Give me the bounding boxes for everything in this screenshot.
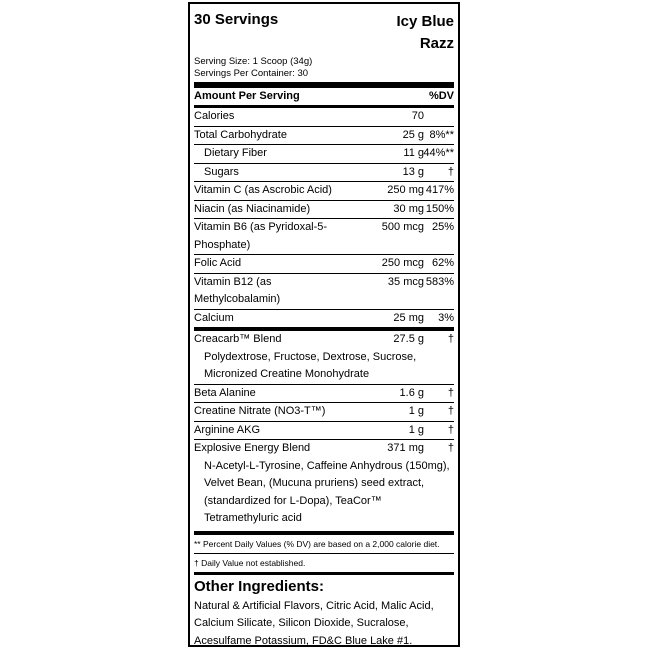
nutrient-name: Calories: [194, 110, 235, 122]
blend-item-row: [194, 403, 454, 422]
nutrient-name: Dietary Fiber: [204, 147, 267, 159]
panel-content: [194, 8, 454, 647]
nutrient-amount: 35 mcg: [387, 275, 424, 288]
nutrient-name: Total Carbohydrate: [194, 128, 287, 141]
nutrient-amount: 250 mg: [387, 184, 424, 196]
nutrient-dv: 417%: [425, 184, 454, 196]
blend-item-amount: 1 g: [408, 405, 424, 417]
nutrient-row: [194, 310, 454, 328]
nutrient-name: Sugars: [204, 165, 239, 178]
footnote-percent-dv: ** Percent Daily Values (% DV) are based on a 2,000 calorie diet.: [194, 535, 454, 554]
blend-name: Explosive Energy Blend: [194, 442, 311, 454]
nutrient-name: Calcium: [194, 311, 234, 324]
blend-amount: 371 mg: [387, 442, 424, 454]
nutrient-amount: 30 mg: [393, 202, 424, 215]
blend-amount: 27.5 g: [393, 333, 424, 345]
nutrient-row: [194, 274, 454, 310]
nutrient-amount: 11 g: [403, 147, 424, 159]
nutrient-row: [194, 127, 454, 146]
blend-item-name: Arginine AKG: [194, 423, 261, 436]
blend-row-creacarb: [194, 331, 454, 349]
nutrient-name: Vitamin C (as Ascrobic Acid): [194, 184, 332, 196]
nutrient-amount: 25 g: [402, 128, 424, 141]
nutrient-dv: 25%: [431, 221, 454, 233]
nutrient-amount: 70: [411, 110, 424, 122]
nutrient-dv: †: [447, 165, 454, 178]
column-header: [194, 88, 454, 108]
nutrient-name: Vitamin B12 (as Methylcobalamin): [194, 275, 281, 305]
nutrient-dv: 3%: [438, 311, 454, 324]
serving-info: [194, 56, 454, 80]
nutrient-dv: 44%**: [423, 147, 454, 159]
blend-name: Creacarb™ Blend: [194, 333, 282, 345]
supplement-facts-panel: [188, 2, 460, 647]
dv-label: %DV: [428, 90, 454, 102]
other-ingredients-text: Natural & Artificial Flavors, Citric Acid, Malic Acid, Calcium Silicate, Silicon Dioxide, Sucralose, Acesulfame Potassium, FD&C Blue Lake #1.: [194, 599, 434, 647]
nutrient-name: Niacin (as Niacinamide): [194, 202, 311, 215]
nutrient-dv: 62%: [431, 257, 454, 269]
footnote-not-established: † Daily Value not established.: [194, 557, 306, 568]
footnotes: [194, 535, 454, 572]
nutrient-row: [194, 219, 454, 255]
nutrient-amount: 500 mcg: [381, 221, 424, 233]
blend-item-name: Creatine Nitrate (NO3-T™): [194, 405, 326, 417]
nutrient-row: [194, 145, 454, 164]
blend-item-row: [194, 422, 454, 441]
nutrient-dv: 150%: [425, 202, 454, 215]
nutrient-row: [194, 182, 454, 201]
servings-title: 30 Servings: [194, 11, 279, 28]
panel-header: [194, 8, 454, 54]
other-ingredients-title: Other Ingredients:: [194, 577, 325, 595]
blend-item-dv: †: [447, 423, 454, 436]
servings-per-container: Servings Per Container: 30: [194, 68, 309, 79]
nutrient-row: [194, 255, 454, 274]
blend-item-row: [194, 385, 454, 404]
nutrient-amount: 250 mcg: [381, 257, 424, 269]
nutrient-dv: 583%: [425, 275, 454, 288]
blend-ingredients-creacarb: Polydextrose, Fructose, Dextrose, Sucrose, Micronized Creatine Monohydrate: [194, 349, 454, 385]
blend-dv: †: [447, 442, 454, 454]
nutrient-row: [194, 108, 454, 127]
blend-item-amount: 1.6 g: [399, 386, 424, 399]
nutrient-dv: 8%**: [429, 128, 454, 141]
blend-item-dv: †: [447, 405, 454, 417]
serving-size: Serving Size: 1 Scoop (34g): [194, 56, 313, 67]
blend-ingredients-energy: N-Acetyl-L-Tyrosine, Caffeine Anhydrous (150mg), Velvet Bean, (Mucuna pruriens) seed extract, (standardized for L-Dopa), TeaCor™ Tetramethyluric acid: [204, 459, 450, 524]
divider-medium: [194, 572, 454, 575]
amount-per-serving-label: Amount Per Serving: [194, 90, 300, 102]
nutrient-name: Folic Acid: [194, 257, 242, 269]
nutrient-name: Vitamin B6 (as Pyridoxal-5-Phosphate): [194, 221, 328, 251]
blend-item-dv: †: [447, 386, 454, 399]
nutrient-row: [194, 164, 454, 183]
blend-row-energy: [194, 440, 454, 458]
blend-item-name: Beta Alanine: [194, 386, 256, 399]
nutrient-amount: 25 mg: [393, 311, 424, 324]
blend-dv: †: [447, 333, 454, 345]
flavor-name: Icy Blue Razz: [396, 13, 454, 52]
blend-item-amount: 1 g: [408, 423, 424, 436]
nutrient-row: [194, 201, 454, 220]
nutrient-amount: 13 g: [402, 165, 424, 178]
